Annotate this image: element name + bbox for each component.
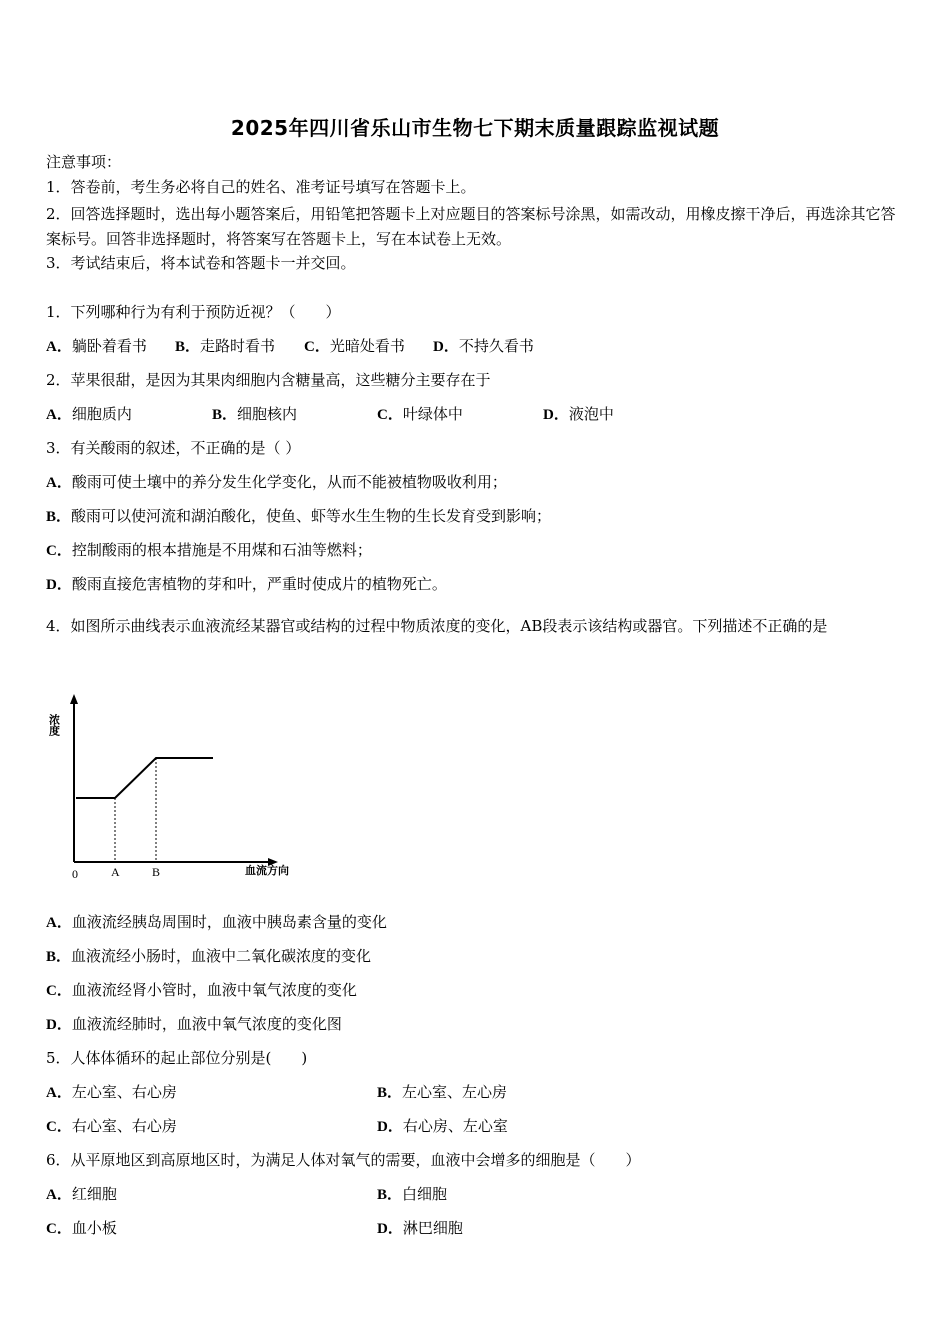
q2-option-b	[212, 404, 297, 425]
q6-option-c	[46, 1218, 117, 1239]
x-axis-label: 血流方向	[245, 864, 289, 877]
option-label: A．	[46, 407, 72, 423]
mark-a-label: A	[111, 865, 120, 879]
option-label: C．	[46, 1119, 72, 1135]
option-text: 左心室、右心房	[71, 1083, 177, 1101]
option-text: 光暗处看书	[329, 337, 405, 355]
question-6-stem: 6．从平原地区到高原地区时，为满足人体对氧气的需要，血液中会增多的细胞是（ ）	[46, 1151, 641, 1169]
option-text: 血小板	[71, 1219, 117, 1237]
option-label: C．	[377, 407, 403, 423]
option-label: B．	[175, 339, 201, 355]
concentration-curve	[76, 758, 213, 798]
option-text: 血液流经肾小管时，血液中氧气浓度的变化	[71, 981, 357, 999]
option-text: 液泡中	[568, 405, 614, 423]
option-label: D．	[377, 1119, 403, 1135]
q4-option-a	[46, 912, 387, 933]
concentration-curve-figure	[46, 692, 306, 884]
origin-label: 0	[72, 867, 78, 881]
q2-option-a	[46, 404, 132, 425]
q6-option-a	[46, 1184, 117, 1205]
option-text: 血液流经小肠时，血液中二氧化碳浓度的变化	[71, 947, 372, 965]
q4-option-c	[46, 980, 357, 1001]
option-text: 血液流经肺时，血液中氧气浓度的变化图	[71, 1015, 342, 1033]
option-text: 控制酸雨的根本措施是不用煤和石油等燃料；	[71, 541, 372, 559]
option-text: 红细胞	[71, 1185, 117, 1203]
q3-option-c	[46, 540, 372, 561]
q4-option-b	[46, 946, 371, 967]
q5-option-b	[377, 1082, 507, 1103]
q5-option-a	[46, 1082, 177, 1103]
y-axis-label: 浓度	[47, 714, 61, 736]
option-text: 血液流经胰岛周围时，血液中胰岛素含量的变化	[71, 913, 387, 931]
option-text: 酸雨可以使河流和湖泊酸化，使鱼、虾等水生生物的生长发育受到影响；	[71, 507, 552, 525]
q1-option-b	[175, 336, 275, 357]
q5-option-c	[46, 1116, 177, 1137]
y-axis-arrow-icon	[70, 694, 78, 704]
q2-option-c	[377, 404, 463, 425]
question-4-stem: 4．如图所示曲线表示血液流经某器官或结构的过程中物质浓度的变化，AB段表示该结构或器官。下列描述不正确的是	[46, 617, 828, 635]
notice-item-2: 2．回答选择题时，选出每小题答案后，用铅笔把答题卡上对应题目的答案标号涂黑，如需改动，用橡皮擦干净后，再选涂其它答案标号。回答非选择题时，将答案写在答题卡上，写在本试卷上无效。	[46, 205, 896, 248]
option-label: B．	[46, 949, 72, 965]
option-label: B．	[212, 407, 238, 423]
option-text: 细胞质内	[71, 405, 132, 423]
option-text: 左心室、左心房	[402, 1083, 508, 1101]
option-label: B．	[377, 1085, 403, 1101]
q1-option-a	[46, 336, 147, 357]
question-5-stem: 5．人体体循环的起止部位分别是( )	[46, 1049, 308, 1067]
option-label: A．	[46, 1187, 72, 1203]
q1-option-c	[304, 336, 405, 357]
option-text: 白细胞	[402, 1185, 448, 1203]
question-2-stem: 2．苹果很甜，是因为其果肉细胞内含糖量高，这些糖分主要存在于	[46, 371, 491, 389]
option-label: C．	[46, 983, 72, 999]
q3-option-a	[46, 472, 507, 493]
option-label: B．	[377, 1187, 403, 1203]
option-label: C．	[304, 339, 330, 355]
question-3-stem: 3．有关酸雨的叙述，不正确的是（ ）	[46, 439, 301, 457]
q6-option-b	[377, 1184, 447, 1205]
mark-b-label: B	[152, 865, 161, 879]
option-label: C．	[46, 543, 72, 559]
q6-option-d	[377, 1218, 463, 1239]
q5-option-d	[377, 1116, 508, 1137]
option-label: A．	[46, 339, 72, 355]
option-text: 躺卧着看书	[71, 337, 147, 355]
option-text: 叶绿体中	[402, 405, 463, 423]
option-label: D．	[377, 1221, 403, 1237]
option-label: A．	[46, 475, 72, 491]
option-label: D．	[543, 407, 569, 423]
q2-option-d	[543, 404, 614, 425]
option-label: D．	[433, 339, 459, 355]
option-text: 酸雨直接危害植物的芽和叶，严重时使成片的植物死亡。	[71, 575, 447, 593]
option-text: 右心室、右心房	[71, 1117, 177, 1135]
option-text: 走路时看书	[200, 337, 276, 355]
q1-option-d	[433, 336, 534, 357]
notice-item-1: 1．答卷前，考生务必将自己的姓名、准考证号填写在答题卡上。	[46, 178, 476, 196]
page-title: 2025年四川省乐山市生物七下期末质量跟踪监视试题	[230, 116, 720, 140]
option-text: 右心房、左心室	[402, 1117, 508, 1135]
q3-option-b	[46, 506, 551, 527]
q3-option-d	[46, 574, 447, 595]
option-label: B．	[46, 509, 72, 525]
option-label: D．	[46, 1017, 72, 1033]
option-label: D．	[46, 577, 72, 593]
option-text: 细胞核内	[237, 405, 298, 423]
option-text: 不持久看书	[458, 337, 534, 355]
option-text: 酸雨可使土壤中的养分发生化学变化，从而不能被植物吸收利用；	[71, 473, 507, 491]
question-1-stem: 1．下列哪种行为有利于预防近视？（ ）	[46, 303, 341, 321]
option-text: 淋巴细胞	[402, 1219, 463, 1237]
option-label: A．	[46, 1085, 72, 1101]
option-label: A．	[46, 915, 72, 931]
notice-item-3: 3．考试结束后，将本试卷和答题卡一并交回。	[46, 254, 356, 272]
q4-option-d	[46, 1014, 342, 1035]
option-label: C．	[46, 1221, 72, 1237]
notice-heading: 注意事项：	[46, 153, 122, 171]
